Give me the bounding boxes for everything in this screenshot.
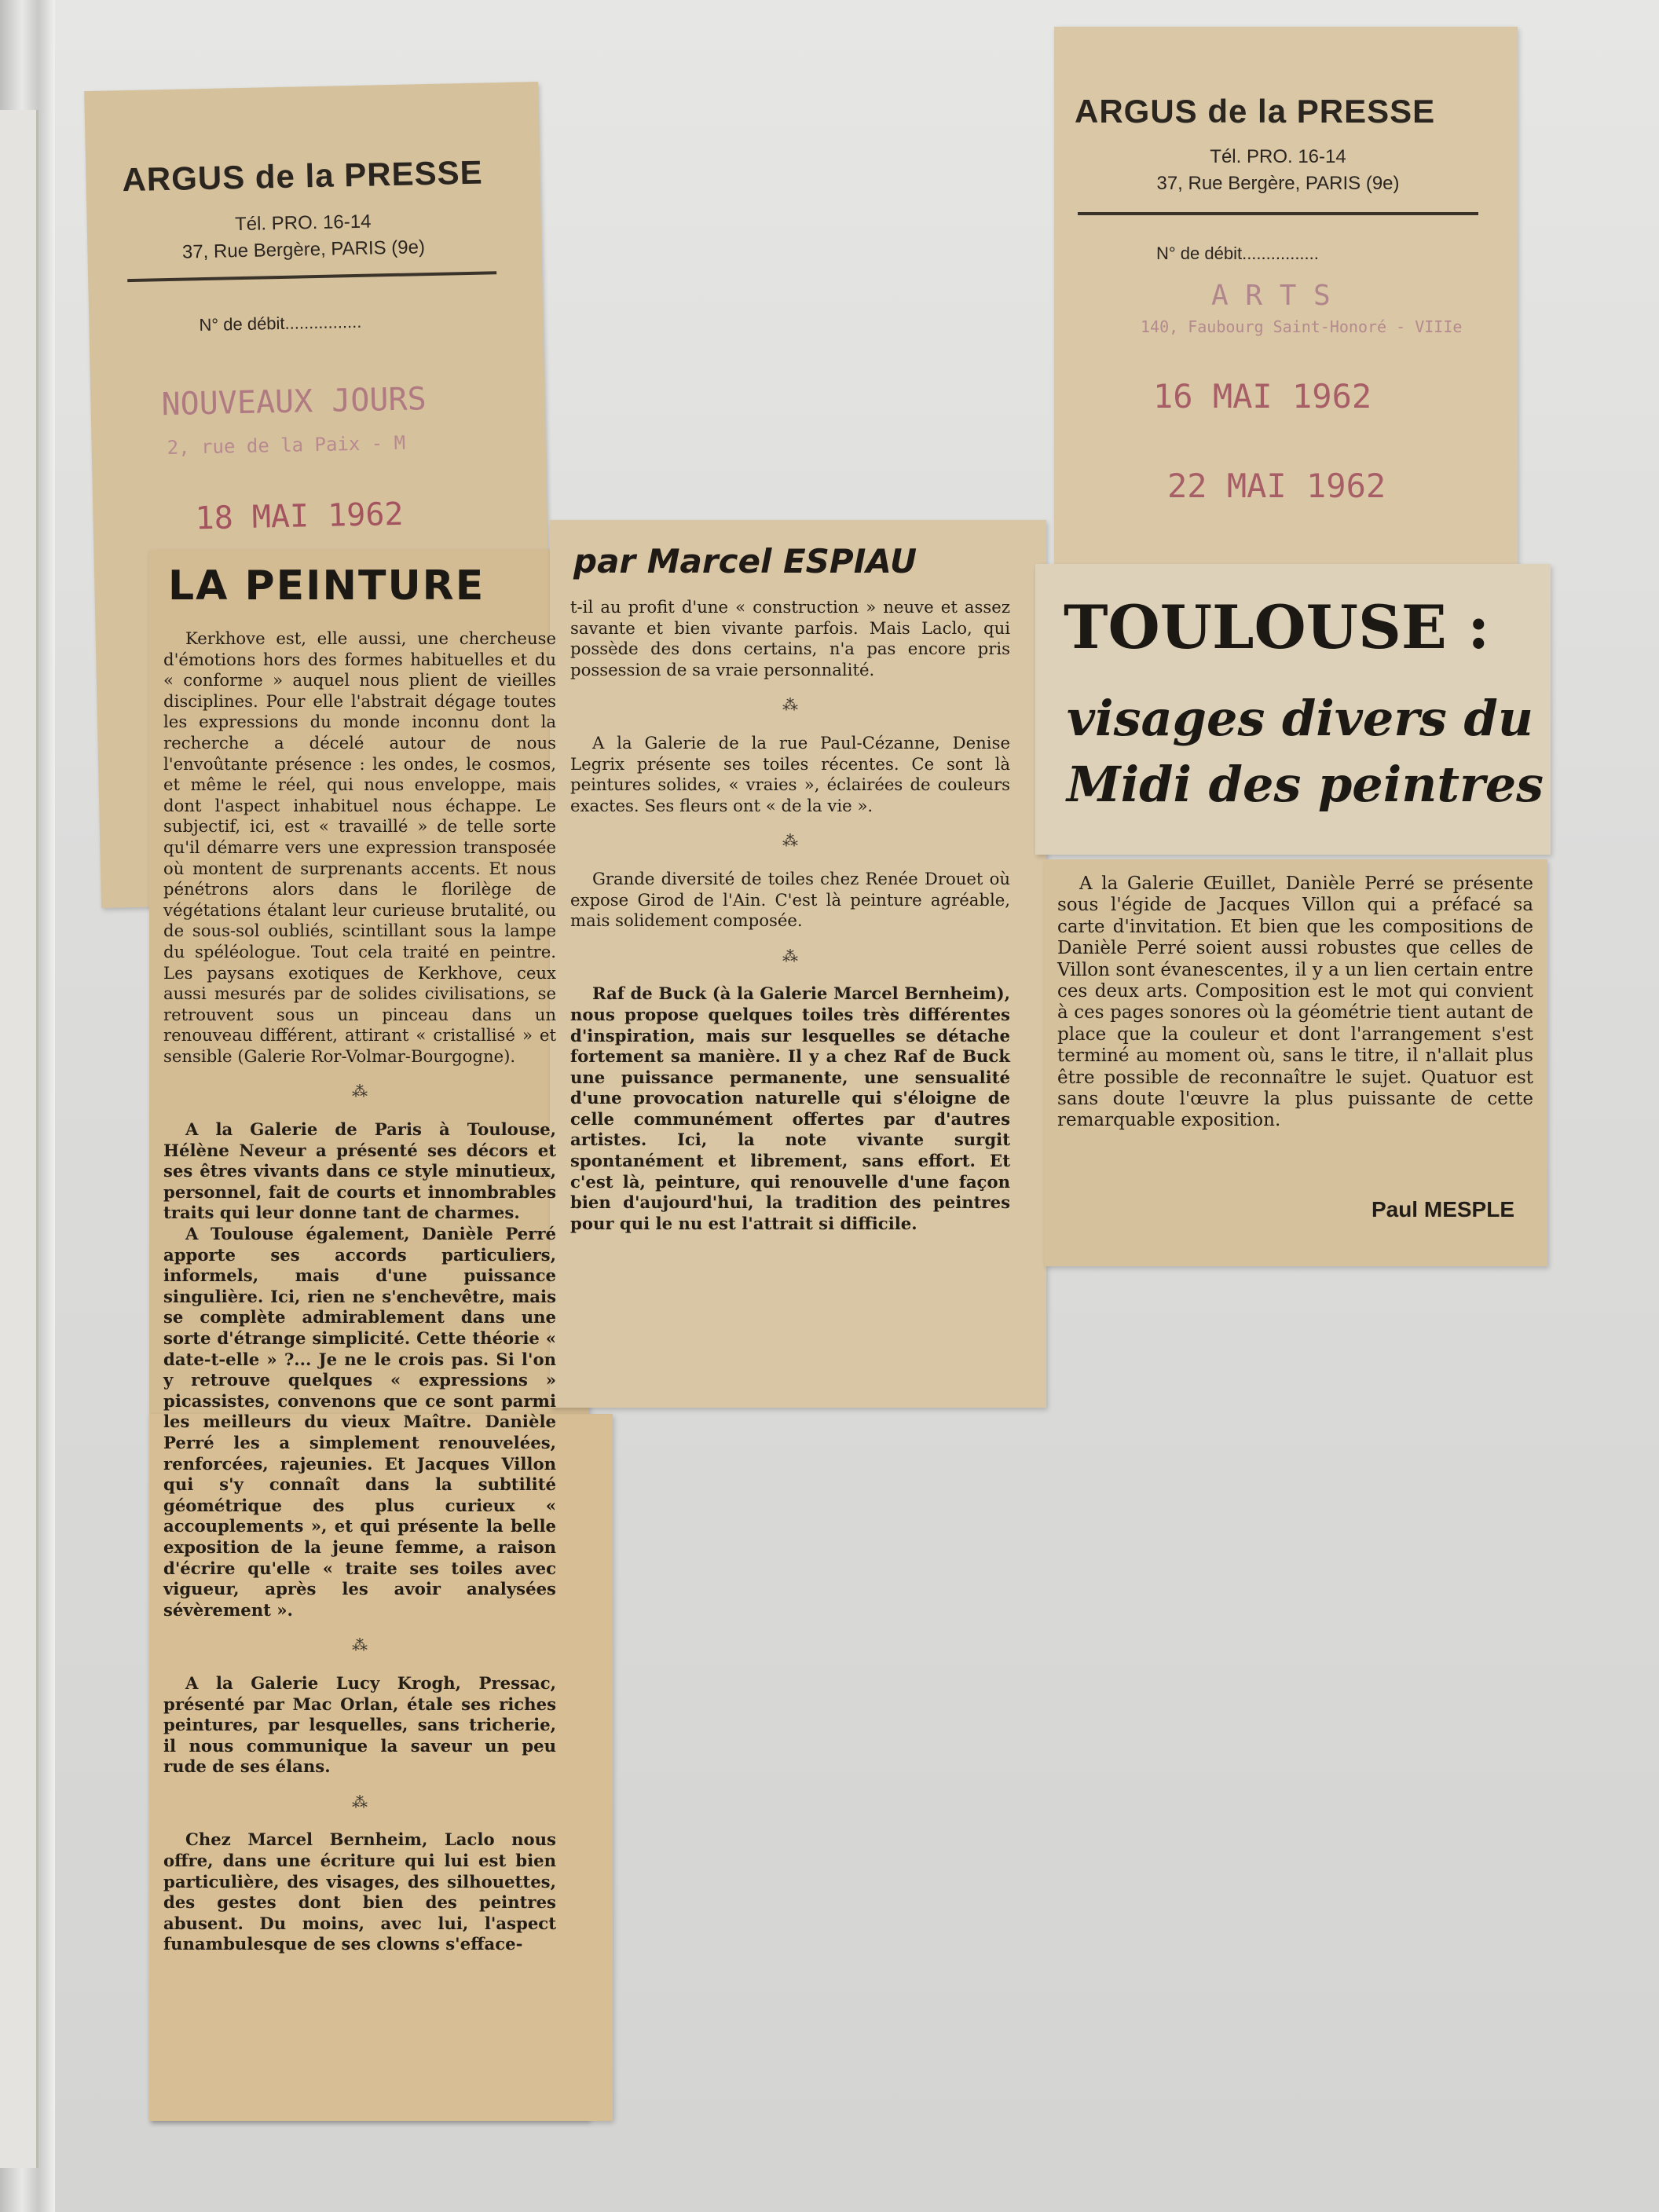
separator-glyph: ⁂ [352,1792,368,1811]
argus-rule [1078,212,1478,215]
article-column-2-text [570,597,1010,1234]
separator-glyph: ⁂ [782,695,798,715]
paragraph: Chez Marcel Bernheim, Laclo nous offre, dans une écriture qui lui est bien particulière, des visages, des silhouettes, des gestes dont bien des peintres abusent. Du moins, avec lui, l'aspect funambulesque de ses clowns s'efface- [163,1829,556,1954]
debit-line: N° de débit................ [199,311,362,335]
journal-address-stamp: 2, rue de la Paix - M [167,431,406,460]
argus-tel: Tél. PRO. 16-14 [234,211,372,236]
article2-subheading: Midi des peintres [1067,756,1544,813]
paragraph: Raf de Buck (à la Galerie Marcel Bernheim), nous propose quelques toiles très différentes d'inspiration, mais sur lesquelles se détache fortement sa manière. Il y a chez Raf de Buck une puissance permanente, une sensualité d'une provocation naturelle qui s'éloigne de celle communément offertes par d'autres artistes. Ici, la note vivante surgit spontanément et librement, sans effort. Et c'est là, peinture, qui renouvelle d'une façon bien d'aujourd'hui, la tradition des peintres pour qui le nu est l'attrait si difficile. [570,983,1010,1233]
article2-author: Paul MESPLE [1371,1197,1514,1221]
journal-stamp: A R T S [1211,280,1331,312]
article-column-1-text [163,628,556,1955]
article2-heading: TOULOUSE : [1064,592,1490,662]
paragraph: A la Galerie Œuillet, Danièle Perré se présente sous l'égide de Jacques Villon qui a préfacé sa carte d'invitation. Et bien que les compositions de Danièle Perré soient aussi robustes que celles de Villon sont évanescentes, il y a un lien certain entre ces deux arts. Composition est le mot qui convient à ces pages sonores où la géométrie tient autant de place que la couleur et dont l'arrangement s'est terminé au moment où, sans le titre, il n'allait plus être possible de reconnaître le sujet. Quatuor est sans doute l'œuvre la plus puissante de cette remarquable exposition. [1057,873,1533,1131]
separator-glyph: ⁂ [782,831,798,851]
argus-address: 37, Rue Bergère, PARIS (9e) [1156,173,1400,194]
paragraph: t-il au profit d'une « construction » neuve et assez savante et bien vivante parfois. Mais Laclo, qui possède des dons certains, n'a pas encore pris possession de sa vraie personnalité. [570,597,1010,679]
journal-stamp: NOUVEAUX JOURS [161,381,427,423]
separator-glyph: ⁂ [782,946,798,965]
article2-body-clip [1045,859,1547,1266]
article-byline: par Marcel ESPIAU [573,542,917,580]
argus-title: ARGUS de la PRESSE [1075,93,1436,130]
paragraph: A la Galerie Lucy Krogh, Pressac, présenté par Mac Orlan, étale ses riches peintures, par lesquelles, sans tricherie, il nous communique la saveur un peu rude de ses élans. [163,1672,556,1777]
argus-rule [127,271,496,282]
argus-tel: Tél. PRO. 16-14 [1210,146,1346,167]
separator-glyph: ⁂ [352,1635,368,1655]
journal-address-stamp: 140, Faubourg Saint-Honoré - VIIIe [1141,317,1463,336]
previous-page-edge [0,110,38,2168]
paragraph: Kerkhove est, elle aussi, une chercheuse d'émotions hors des formes habituelles et du « conforme » auquel nous plient de vieilles disciplines. Pour elle l'abstrait dégage toutes les expressions du monde inconnu dont la recherche a décelé autour de nous l'envoûtante présence : les ondes, le cosmos, et même le réel, qui nous enveloppe, mais dont l'aspect inhabituel nous échappe. Le subjectif, ici, est « travaillé » de telle sorte qu'il démarre vers une expression transposée où montent de surprenants accents. Et nous pénétrons alors dans le florilège de végétations étalant leur curieuse brutalité, ou de sous-sol oubliés, scintillant sous la lampe du spéléologue. Tout cela traité en peintre. Les paysans exotiques de Kerkhove, ceux aussi mesurés par de solides civilisations, se retrouvent sous un pinceau dans un renouveau différent, attirant « cristallisé » et sensible (Galerie Ror-Volmar-Bourgogne). [163,628,556,1066]
argus-title: ARGUS de la PRESSE [122,153,484,199]
paragraph: A la Galerie de la rue Paul-Cézanne, Denise Legrix présente ses toiles récentes. Ce sont là peintures solides, « vraies », éclairées de couleurs exactes. Ses fleurs ont « de la vie ». [570,732,1010,815]
argus-clip-right [1054,27,1518,624]
date-stamp: 22 MAI 1962 [1167,467,1386,505]
separator-glyph: ⁂ [352,1082,368,1101]
debit-line: N° de débit................ [1156,244,1319,263]
article2-headline-clip [1035,564,1551,855]
argus-address: 37, Rue Bergère, PARIS (9e) [181,236,426,263]
article2-subheading: visages divers du [1067,690,1533,747]
date-stamp: 18 MAI 1962 [195,496,404,537]
paragraph: A Toulouse également, Danièle Perré apporte ses accords particuliers, informels, mais d'une puissance singulière. Ici, rien ne s'enchevêtre, mais se complète admirablement dans une sorte d'étrange simplicité. Cette théorie « date-t-elle » ?... Je ne le crois pas. Si l'on y retrouve quelques « expressions » picassistes, convenons que ce sont parmi les meilleurs du vieux Maître. Danièle Perré les a simplement renouvelées, renforcées, rajeunies. Et Jacques Villon qui s'y connaît dans la subtilité géométrique des plus curieux « accouplements », et qui présente la belle exposition de la jeune femme, a raison d'écrire qu'elle « traite ses toiles avec vigueur, après les avoir analysées sévèrement ». [163,1224,556,1620]
article-heading: LA PEINTURE [168,562,485,610]
date-stamp: 16 MAI 1962 [1153,377,1372,416]
paragraph: Grande diversité de toiles chez Renée Drouet où expose Girod de l'Ain. C'est là peinture agréable, mais solidement composée. [570,868,1010,931]
paragraph: A la Galerie de Paris à Toulouse, Hélène Neveur a présenté ses décors et ses êtres vivants dans ce style minutieux, personnel, fait de courts et innombrables traits qui leur donne tant de charmes. [163,1119,556,1223]
article2-body-text [1057,873,1533,1132]
